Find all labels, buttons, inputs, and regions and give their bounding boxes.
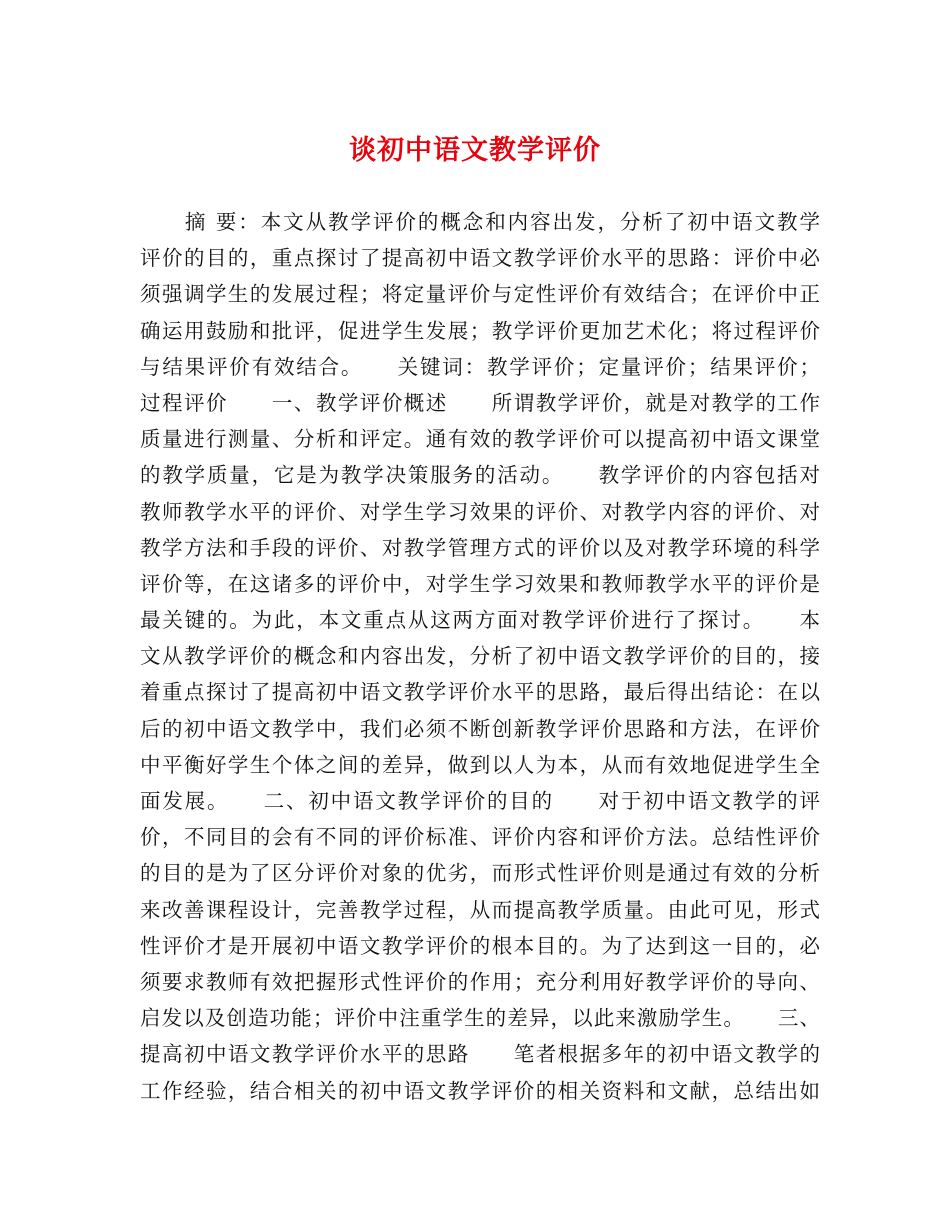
body-line: 性评价才是开展初中语文教学评价的根本目的。为了达到这一目的，必	[140, 933, 820, 958]
body-line: 的目的是为了区分评价对象的优劣，而形式性评价则是通过有效的分析	[140, 861, 820, 886]
document-title: 谈初中语文教学评价	[349, 135, 601, 166]
body-line: 后的初中语文教学中，我们必须不断创新教学评价思路和方法，在评价	[140, 716, 820, 741]
body-line: 教师教学水平的评价、对学生学习效果的评价、对教学内容的评价、对	[140, 499, 820, 524]
body-line: 摘 要：本文从教学评价的概念和内容出发，分析了初中语文教学	[140, 210, 820, 234]
body-line: 确运用鼓励和批评，促进学生发展；教学评价更加艺术化；将过程评价	[140, 318, 820, 343]
body-line: 工作经验，结合相关的初中语文教学评价的相关资料和文献，总结出如	[140, 1078, 820, 1103]
body-line: 提高初中语文教学评价水平的思路 笔者根据多年的初中语文教学的	[140, 1042, 820, 1067]
body-line: 与结果评价有效结合。 关键词：教学评价；定量评价；结果评价；	[140, 354, 820, 379]
body-line: 价，不同目的会有不同的评价标准、评价内容和评价方法。总结性评价	[140, 825, 820, 850]
body-line: 质量进行测量、分析和评定。通有效的教学评价可以提高初中语文课堂	[140, 427, 820, 452]
document-body	[140, 204, 820, 1109]
body-line: 中平衡好学生个体之间的差异，做到以人为本，从而有效地促进学生全	[140, 752, 820, 777]
body-line: 评价的目的，重点探讨了提高初中语文教学评价水平的思路：评价中必	[140, 246, 820, 271]
body-line: 启发以及创造功能；评价中注重学生的差异，以此来激励学生。 三、	[140, 1006, 820, 1031]
body-line: 过程评价 一、教学评价概述 所谓教学评价，就是对教学的工作	[140, 390, 820, 415]
body-line: 最关键的。为此，本文重点从这两方面对教学评价进行了探讨。 本	[140, 608, 820, 633]
body-line: 面发展。 二、初中语文教学评价的目的 对于初中语文教学的评	[140, 789, 820, 813]
body-line: 文从教学评价的概念和内容出发，分析了初中语文教学评价的目的，接	[140, 644, 820, 669]
body-line: 须要求教师有效把握形式性评价的作用；充分利用好教学评价的导向、	[140, 969, 820, 994]
body-line: 来改善课程设计，完善教学过程，从而提高教学质量。由此可见，形式	[140, 897, 820, 922]
body-line: 着重点探讨了提高初中语文教学评价水平的思路，最后得出结论：在以	[140, 680, 820, 705]
body-line: 的教学质量，它是为教学决策服务的活动。 教学评价的内容包括对	[140, 463, 820, 488]
body-line: 须强调学生的发展过程；将定量评价与定性评价有效结合；在评价中正	[140, 282, 820, 307]
body-line: 评价等，在这诸多的评价中，对学生学习效果和教师教学水平的评价是	[140, 571, 820, 596]
body-line: 教学方法和手段的评价、对教学管理方式的评价以及对教学环境的科学	[140, 535, 820, 560]
